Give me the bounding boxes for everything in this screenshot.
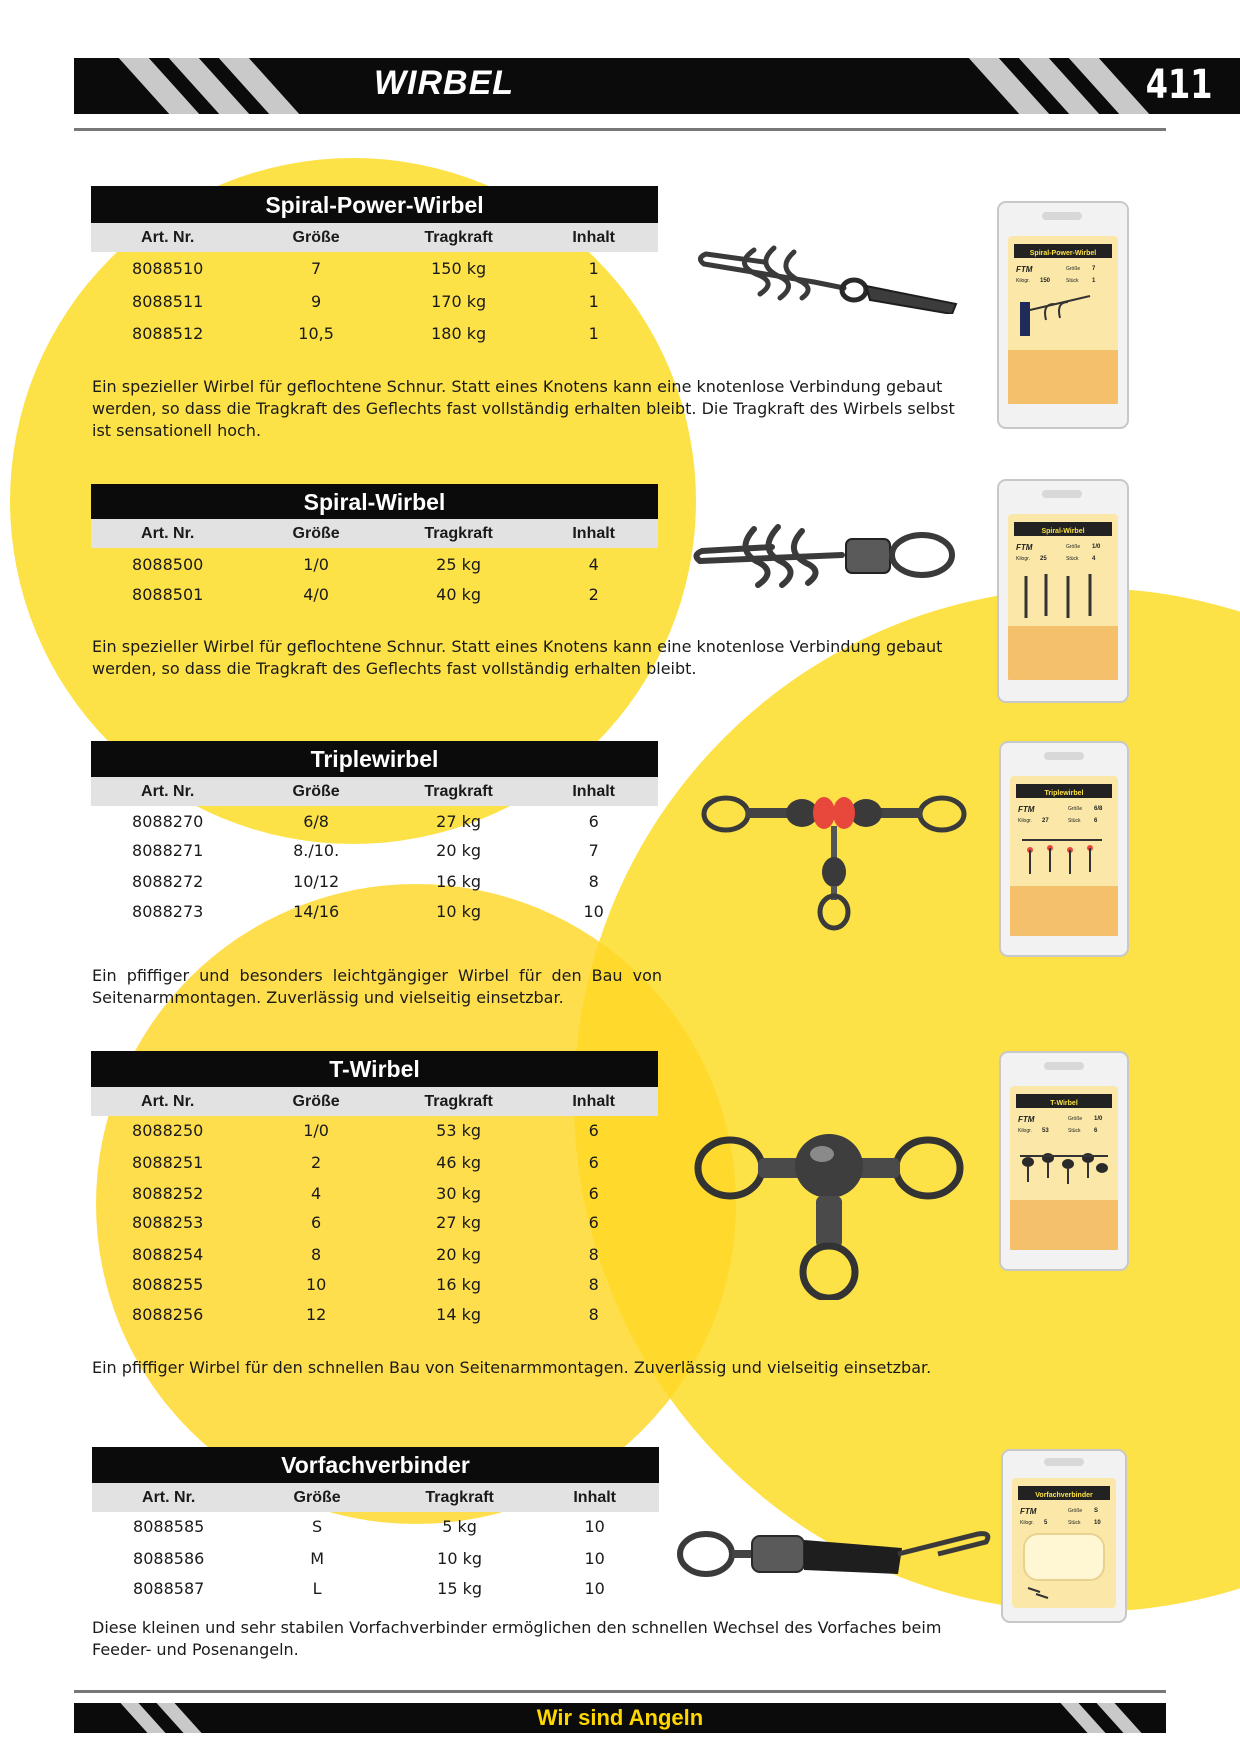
cell-groesse: 9 [311,292,322,311]
size-value: 1/0 [1092,544,1101,550]
spiral-power-wirbel-image [694,236,964,314]
qty-value: 1 [1092,278,1096,284]
load-label: Kilogr. [1020,1520,1034,1526]
qty-value: 10 [1094,1520,1101,1526]
size-value: 7 [1092,266,1096,272]
table-header [91,1087,658,1116]
load-label: Kilogr. [1016,278,1030,284]
cell-inhalt: 8 [588,1305,599,1324]
cell-groesse: S [312,1517,323,1536]
load-value: 150 [1040,278,1051,284]
cell-art-nr: 8088270 [132,812,204,831]
package-label: Vorfachverbinder [1035,1492,1093,1499]
col-header-groesse: Größe [292,783,340,800]
cell-tragkraft: 15 kg [437,1579,483,1598]
cell-groesse: 1/0 [303,1121,329,1140]
table-row [91,836,658,866]
cell-inhalt: 6 [588,1213,599,1232]
col-header-art-nr: Art. Nr. [142,1489,196,1506]
table-row [91,1147,658,1178]
cell-art-nr: 8088511 [132,292,204,311]
cell-art-nr: 8088512 [132,324,204,343]
cell-inhalt: 10 [584,1517,605,1536]
cell-inhalt: 1 [588,324,599,343]
col-header-groesse: Größe [292,525,340,542]
cell-tragkraft: 40 kg [436,585,482,604]
table-row [91,1239,658,1269]
cell-inhalt: 4 [588,555,599,574]
col-header-tragkraft: Tragkraft [424,229,493,246]
cell-inhalt: 2 [588,585,599,604]
load-value: 53 [1042,1128,1049,1134]
cell-tragkraft: 16 kg [436,1275,482,1294]
package-t-wirbel [998,1050,1132,1276]
cell-art-nr: 8088501 [132,585,204,604]
cell-groesse: 6 [311,1213,322,1232]
brand-logo: FTM [1018,805,1035,814]
cell-groesse: 1/0 [303,555,329,574]
cell-art-nr: 8088585 [133,1517,205,1536]
cell-tragkraft: 30 kg [436,1184,482,1203]
package-spiral-wirbel [996,478,1132,708]
table-header [91,777,658,806]
col-header-groesse: Größe [292,229,340,246]
cell-art-nr: 8088254 [132,1245,204,1264]
cell-tragkraft: 180 kg [431,324,487,343]
col-header-tragkraft: Tragkraft [425,1489,494,1506]
cell-groesse: 8 [311,1245,322,1264]
page-header [74,58,1240,114]
product-description: Ein spezieller Wirbel für geflochtene Schnur. Statt eines Knotens kann eine knotenlose Verbindung gebaut werden, so dass die Tragkraft des Geflechts fast vollständig erhalten bleibt. Die Tragkraft des Wirbels selbst ist sensationell hoch. [92,377,955,440]
product-description: Ein spezieller Wirbel für geflochtene Schnur. Statt eines Knotens kann eine knotenlose Verbindung gebaut werden, so dass die Tragkraft des Geflechts fast vollständig erhalten bleibt. [92,637,943,678]
brand-logo: FTM [1016,543,1033,552]
cell-tragkraft: 25 kg [436,555,482,574]
cell-groesse: 2 [311,1153,322,1172]
cell-art-nr: 8088510 [132,259,204,278]
spiral-wirbel-image [692,515,962,591]
table-row [91,1300,658,1330]
table-header [91,519,658,548]
vorfachverbinder-image [676,1520,994,1580]
size-label: Größe [1066,544,1081,550]
qty-value: 4 [1092,556,1096,562]
cell-tragkraft: 27 kg [436,1213,482,1232]
col-header-groesse: Größe [292,1093,340,1110]
load-value: 25 [1040,556,1047,562]
package-label: Triplewirbel [1044,790,1084,797]
table-row [91,252,658,285]
cell-tragkraft: 27 kg [436,812,482,831]
cell-groesse: 10 [305,1275,327,1294]
size-value: 1/0 [1094,1116,1103,1122]
table-row [92,1543,659,1574]
size-value: S [1094,1508,1099,1514]
col-header-groesse: Größe [293,1489,341,1506]
cell-tragkraft: 10 kg [436,902,482,921]
cell-inhalt: 10 [584,1579,605,1598]
section-title: Vorfachverbinder [92,1447,659,1483]
section-spiral-wirbel [91,484,658,611]
size-label: Größe [1068,1116,1083,1122]
cell-art-nr: 8088500 [132,555,204,574]
section-vorfachverbinder [92,1447,659,1604]
qty-label: Stück [1066,556,1079,562]
section-title: Spiral-Wirbel [91,484,658,519]
table-row [92,1512,659,1543]
cell-art-nr: 8088256 [132,1305,204,1324]
page-number: 411 [1145,62,1212,108]
cell-tragkraft: 46 kg [436,1153,482,1172]
product-description: Ein pfiffiger Wirbel für den schnellen Bau von Seitenarmmontagen. Zuverlässig und vielseitig einsetzbar. [92,1358,932,1377]
table-row [91,897,658,927]
cell-tragkraft: 20 kg [436,841,482,860]
cell-inhalt: 1 [588,259,599,278]
cell-groesse: 4 [311,1184,322,1203]
cell-inhalt: 8 [588,1275,599,1294]
qty-value: 6 [1094,818,1098,824]
product-description: Diese kleinen und sehr stabilen Vorfachverbinder ermöglichen den schnellen Wechsel des Vorfaches beim Feeder- und Posenangeln. [92,1618,942,1659]
table-row [91,1208,658,1239]
table-row [92,1574,659,1604]
table-row [91,580,658,611]
cell-groesse: 10/12 [293,872,340,891]
qty-label: Stück [1068,1520,1081,1526]
t-wirbel-image [694,1120,964,1300]
product-description: Ein pfiffiger und besonders leichtgängiger Wirbel für den Bau von Seitenarmmontagen. Zuverlässig und vielseitig einsetzbar. [92,966,662,1007]
package-label: Spiral-Power-Wirbel [1029,250,1097,257]
table-row [91,285,658,318]
page-title: WIRBEL [373,64,515,102]
cell-tragkraft: 20 kg [436,1245,482,1264]
col-header-tragkraft: Tragkraft [424,783,493,800]
cell-groesse: M [310,1549,325,1568]
cell-inhalt: 6 [588,1121,599,1140]
cell-tragkraft: 16 kg [436,872,482,891]
brand-logo: FTM [1018,1115,1035,1124]
cell-groesse: 10,5 [298,324,334,343]
cell-tragkraft: 14 kg [436,1305,482,1324]
col-header-inhalt: Inhalt [573,1489,617,1506]
package-spiral-power-wirbel [996,200,1132,434]
table-row [91,318,658,351]
section-title: Spiral-Power-Wirbel [91,186,658,223]
cell-art-nr: 8088250 [132,1121,204,1140]
cell-inhalt: 10 [583,902,604,921]
cell-art-nr: 8088255 [132,1275,204,1294]
section-spiral-power-wirbel [91,186,658,351]
cell-groesse: 4/0 [303,585,329,604]
col-header-art-nr: Art. Nr. [141,783,195,800]
cell-tragkraft: 170 kg [431,292,487,311]
section-t-wirbel [91,1051,658,1330]
col-header-tragkraft: Tragkraft [424,1093,493,1110]
brand-logo: FTM [1016,265,1033,274]
load-value: 5 [1044,1520,1048,1526]
section-triplewirbel [91,741,658,927]
table-row [91,548,658,580]
cell-tragkraft: 150 kg [431,259,487,278]
cell-inhalt: 10 [584,1549,605,1568]
table-header [91,223,658,252]
brand-logo: FTM [1020,1507,1037,1516]
cell-art-nr: 8088586 [133,1549,205,1568]
qty-label: Stück [1068,818,1081,824]
triplewirbel-image [700,782,968,932]
page-footer [74,1703,1166,1733]
size-label: Größe [1068,806,1083,812]
cell-art-nr: 8088272 [132,872,204,891]
table-row [91,1178,658,1208]
size-label: Größe [1068,1508,1083,1514]
col-header-art-nr: Art. Nr. [141,229,195,246]
col-header-inhalt: Inhalt [572,229,616,246]
package-triplewirbel [998,740,1132,962]
cell-inhalt: 1 [588,292,599,311]
cell-art-nr: 8088252 [132,1184,204,1203]
load-label: Kilogr. [1018,1128,1032,1134]
col-header-tragkraft: Tragkraft [424,525,493,542]
footer-rule [74,1690,1166,1693]
section-title: T-Wirbel [91,1051,658,1087]
table-row [91,1269,658,1300]
table-row [91,806,658,836]
table-row [91,1116,658,1147]
qty-label: Stück [1068,1128,1081,1134]
col-header-art-nr: Art. Nr. [141,1093,195,1110]
load-label: Kilogr. [1018,818,1032,824]
cell-tragkraft: 53 kg [436,1121,482,1140]
cell-art-nr: 8088587 [133,1579,205,1598]
col-header-inhalt: Inhalt [572,525,616,542]
table-row [91,866,658,897]
cell-art-nr: 8088253 [132,1213,204,1232]
cell-tragkraft: 5 kg [442,1517,477,1536]
cell-inhalt: 8 [588,1245,599,1264]
header-rule [74,128,1166,131]
col-header-inhalt: Inhalt [572,1093,616,1110]
package-label: Spiral-Wirbel [1041,528,1085,535]
cell-groesse: 6/8 [303,812,329,831]
size-value: 6/8 [1094,806,1103,812]
cell-inhalt: 8 [588,872,599,891]
cell-art-nr: 8088251 [132,1153,204,1172]
footer-slogan: Wir sind Angeln [536,1705,704,1730]
cell-groesse: 12 [305,1305,327,1324]
col-header-inhalt: Inhalt [572,783,616,800]
cell-inhalt: 6 [588,1153,599,1172]
size-label: Größe [1066,266,1081,272]
cell-groesse: L [312,1579,322,1598]
section-title: Triplewirbel [91,741,658,777]
load-label: Kilogr. [1016,556,1030,562]
cell-inhalt: 7 [588,841,599,860]
load-value: 27 [1042,818,1049,824]
table-header [92,1483,659,1512]
cell-groesse: 7 [311,259,322,278]
cell-groesse: 8./10. [293,841,340,860]
cell-tragkraft: 10 kg [437,1549,483,1568]
qty-label: Stück [1066,278,1079,284]
cell-art-nr: 8088271 [132,841,204,860]
cell-inhalt: 6 [588,1184,599,1203]
col-header-art-nr: Art. Nr. [141,525,195,542]
qty-value: 6 [1094,1128,1098,1134]
cell-art-nr: 8088273 [132,902,204,921]
cell-groesse: 14/16 [293,902,340,921]
package-vorfachverbinder [1000,1448,1130,1628]
package-label: T-Wirbel [1050,1100,1078,1107]
cell-inhalt: 6 [588,812,599,831]
